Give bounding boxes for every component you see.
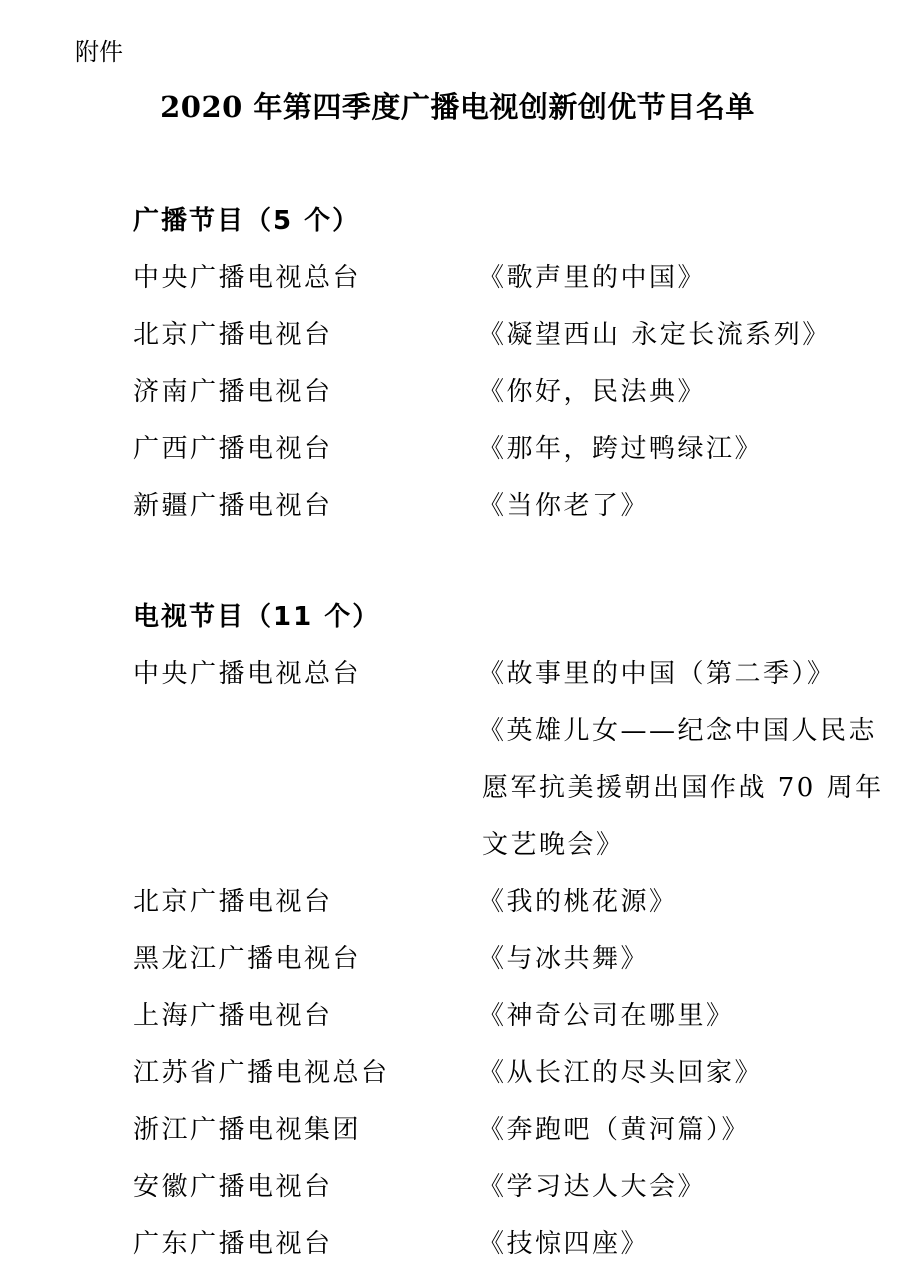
list-item — [133, 931, 893, 988]
list-item — [133, 1045, 893, 1102]
list-item — [133, 421, 893, 478]
program-title: 《歌声里的中国》 — [478, 263, 707, 293]
list-item — [133, 1159, 893, 1216]
tv-section-heading: 电视节目（11 个） — [133, 602, 381, 632]
list-item — [133, 988, 893, 1045]
program-title: 《奔跑吧（黄河篇）》 — [478, 1115, 751, 1145]
radio-section-heading: 广播节目（5 个） — [133, 206, 361, 236]
program-title-line-1: 《英雄儿女——纪念中国人民志 — [478, 716, 878, 746]
organization-name: 中央广播电视总台 — [133, 263, 362, 293]
list-item — [133, 703, 893, 874]
organization-name — [133, 703, 478, 874]
organization-name: 江苏省广播电视总台 — [133, 1058, 390, 1088]
organization-name: 广西广播电视台 — [133, 434, 333, 464]
list-item — [133, 364, 893, 421]
program-title-line-3: 文艺晚会》 — [482, 830, 625, 860]
list-item — [133, 1102, 893, 1159]
organization-name: 新疆广播电视台 — [133, 491, 333, 521]
program-title: 《学习达人大会》 — [478, 1172, 707, 1202]
program-title: 《那年，跨过鸭绿江》 — [478, 434, 764, 464]
program-title: 《凝望西山 永定长流系列》 — [478, 320, 831, 350]
list-item — [133, 250, 893, 307]
organization-name: 济南广播电视台 — [133, 377, 333, 407]
program-title: 《神奇公司在哪里》 — [478, 1001, 735, 1031]
program-title: 《从长江的尽头回家》 — [478, 1058, 764, 1088]
list-item — [133, 874, 893, 931]
program-title: 《故事里的中国（第二季）》 — [478, 659, 836, 689]
organization-name: 黑龙江广播电视台 — [133, 944, 362, 974]
organization-name: 安徽广播电视台 — [133, 1172, 333, 1202]
organization-name: 上海广播电视台 — [133, 1001, 333, 1031]
program-title: 《与冰共舞》 — [478, 944, 650, 974]
organization-name: 北京广播电视台 — [133, 320, 333, 350]
document-title: 2020 年第四季度广播电视创新创优节目名单 — [160, 90, 755, 124]
radio-section — [133, 193, 893, 535]
program-title-line-2: 愿军抗美援朝出国作战 70 周年 — [482, 773, 884, 803]
list-item — [133, 646, 893, 703]
organization-name: 中央广播电视总台 — [133, 659, 362, 689]
organization-name: 浙江广播电视集团 — [133, 1115, 362, 1145]
tv-section — [133, 589, 893, 1273]
program-title: 《你好，民法典》 — [478, 377, 707, 407]
list-item — [133, 1216, 893, 1273]
list-item — [133, 478, 893, 535]
attachment-label: 附件 — [75, 38, 123, 66]
program-title: 《当你老了》 — [478, 491, 650, 521]
organization-name: 广东广播电视台 — [133, 1229, 333, 1259]
program-title: 《我的桃花源》 — [478, 887, 678, 917]
organization-name: 北京广播电视台 — [133, 887, 333, 917]
list-item — [133, 307, 893, 364]
program-title: 《技惊四座》 — [478, 1229, 650, 1259]
